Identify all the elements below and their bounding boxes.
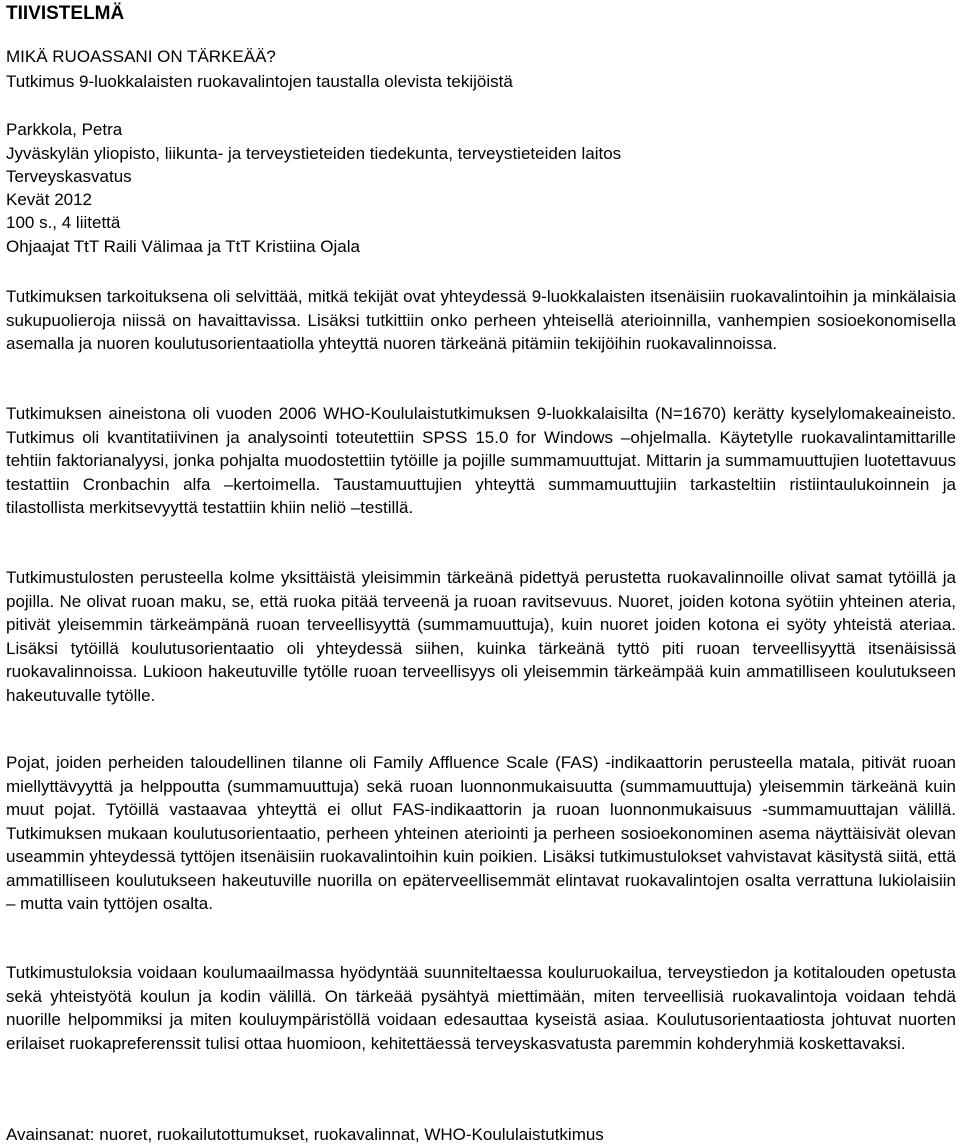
- keywords: Avainsanat: nuoret, ruokailutottumukset, ruokavalinnat, WHO-Koululaistutkimus: [6, 1125, 604, 1144]
- supervisors: Ohjaajat TtT Raili Välimaa ja TtT Kristiina Ojala: [6, 237, 360, 256]
- abstract-paragraph-purpose: Tutkimuksen tarkoituksena oli selvittää, mitkä tekijät ovat yhteydessä 9-luokkalaisten itsenäisiin ruokavalintoihin ja minkälaisia sukupuolieroja niissä on havaittavissa. Lisäksi tutkittiin onko perheen yhteisellä aterioinnilla, vanhempien sosioekonomisella asemalla ja nuoren koulutusorientaatiolla yhteyttä nuoren tärkeänä pitämiin tekijöihin ruokavalinnoissa.: [6, 287, 956, 353]
- page-count: 100 s., 4 liitettä: [6, 213, 121, 232]
- abstract-paragraph-results: Tutkimustulosten perusteella kolme yksittäistä yleisimmin tärkeänä pidettyä perustetta ruokavalinnoille olivat samat tytöillä ja pojilla. Ne olivat ruoan maku, se, että ruoka pitää terveenä ja ruoan ravitsevuus. Nuoret, joiden kotona syötiin yhteinen ateria, pitivät yleisemmin tärkeämpänä ruoan terveellisyyttä (summamuuttuja), kuin nuoret joiden kotona ei syöty yhteistä ateriaa. Lisäksi tytöillä koulutusorientaatio oli yhteydessä siihen, kuinka tärkeänä tyttö piti ruoan terveellisyyttä itsenäisissä ruokavalinnoissa. Lukioon hakeutuville tytölle ruoan terveellisyys oli yleisemmin tärkeämpää kuin ammatilliseen koulutukseen hakeutuvalle tytölle.: [6, 568, 956, 705]
- abstract-paragraph-findings: Pojat, joiden perheiden taloudellinen tilanne oli Family Affluence Scale (FAS) -indikaattorin perusteella matala, pitivät ruoan miellyttävyyttä ja helppoutta (summamuuttuja) sekä ruoan luonnonmukaisuutta (summamuuttuja) yleisemmin tärkeänä kuin muut pojat. Tytöillä vastaavaa yhteyttä ei ollut FAS-indikaattorin ja ruoan luonnonmukaisuus -summamuuttajan välillä. Tutkimuksen mukaan koulutusorientaatio, perheen yhteinen ateriointi ja perheen sosioekonominen asema näyttäisivät olevan useammin yhteydessä tyttöjen itsenäisiin ruokavalintoihin kuin poikien. Lisäksi tutkimustulokset vahvistavat käsitystä siitä, että ammatilliseen koulutukseen hakeutuville nuorilla on epäterveellisemmät elintavat ruokavalintojen osalta verrattuna lukiolaisiin – mutta vain tyttöjen osalta.: [6, 753, 956, 913]
- institution: Jyväskylän yliopisto, liikunta- ja terveystieteiden tiedekunta, terveystieteiden laitos: [6, 144, 622, 163]
- abstract-paragraph-methods: Tutkimuksen aineistona oli vuoden 2006 WHO-Koululaistutkimuksen 9-luokkalaisilta (N=1670) kerätty kyselylomakeaineisto. Tutkimus oli kvantitatiivinen ja analysointi toteutettiin SPSS 15.0 for Windows –ohjelmalla. Käytetylle ruokavalintamittarille tehtiin faktorianalyysi, jonka pohjalta muodostettiin tytöille ja pojille summamuuttujat. Mittarin ja summamuuttujien luotettavuus testattiin Cronbachin alfa –kertoimella. Taustamuuttujien yhteyttä summamuuttujiin tarkasteltiin ristiintaulukoinnein ja tilastollista merkitsevyyttä testattiin khiin neliö –testillä.: [6, 404, 956, 517]
- thesis-subtitle: Tutkimus 9-luokkalaisten ruokavalintojen taustalla olevista tekijöistä: [6, 72, 513, 91]
- thesis-question: MIKÄ RUOASSANI ON TÄRKEÄÄ?: [6, 47, 276, 66]
- date: Kevät 2012: [6, 190, 93, 209]
- field-of-study: Terveyskasvatus: [6, 167, 132, 186]
- abstract-paragraph-conclusions: Tutkimustuloksia voidaan koulumaailmassa hyödyntää suunniteltaessa kouluruokailua, terveystiedon ja kotitalouden opetusta sekä yhteistyötä koulun ja kodin välillä. On tärkeää pysähtyä miettimään, miten terveellisiä ruokavalintoja voidaan tehdä nuorille helpommiksi ja miten kouluympäristöllä voidaan edesauttaa kyseistä asiaa. Koulutusorientaatiosta johtuvat nuorten erilaiset ruokapreferenssit tulisi ottaa huomioon, kehitettäessä terveyskasvatusta paremmin kohderyhmiä koskettavaksi.: [6, 963, 956, 1053]
- document-title: TIIVISTELMÄ: [6, 3, 125, 24]
- author-name: Parkkola, Petra: [6, 120, 123, 139]
